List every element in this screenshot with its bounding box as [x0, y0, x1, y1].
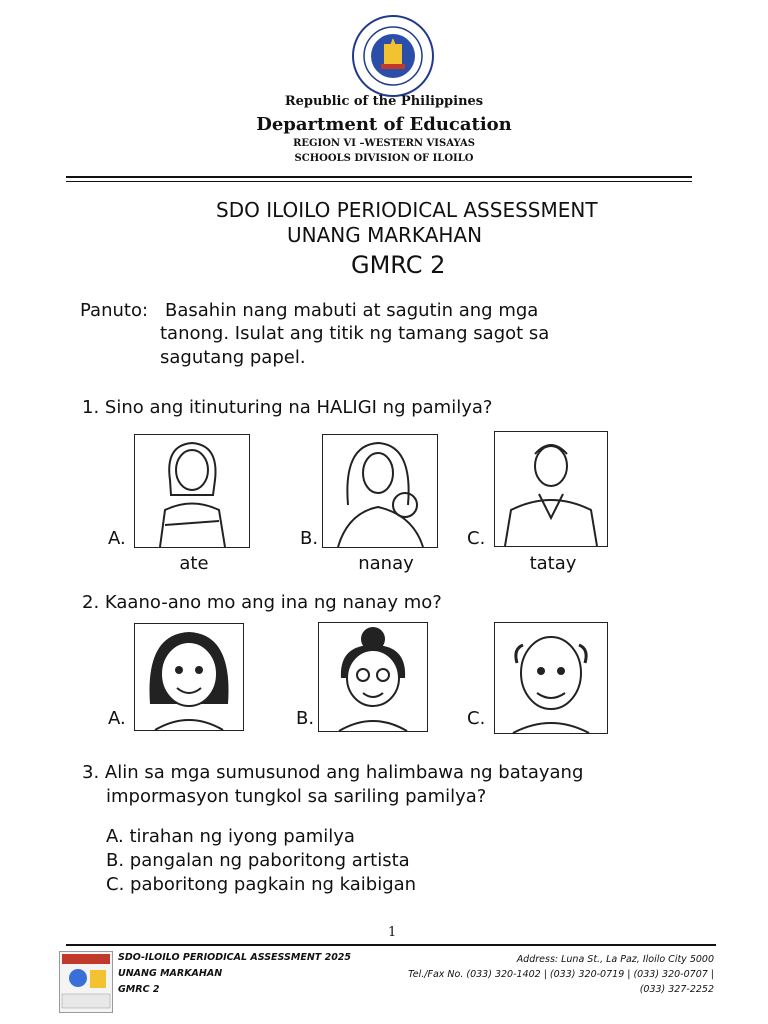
footer-address: Address: Luna St., La Paz, Iloilo City 5000: [516, 954, 714, 965]
question-2: 2. Kaano-ano mo ang ina ng nanay mo?: [82, 592, 442, 613]
girl-image-icon: [134, 434, 250, 548]
republic-line: Republic of the Philippines: [284, 94, 484, 109]
q1-option-b-caption: nanay: [358, 553, 414, 574]
header-divider: [66, 176, 692, 178]
instructions-line-1: Basahin nang mabuti at sagutin ang mga: [165, 300, 539, 321]
instructions-line-3: sagutang papel.: [160, 347, 306, 368]
q1-option-a-letter: A.: [108, 528, 126, 549]
division-line: SCHOOLS DIVISION OF ILOILO: [294, 153, 474, 164]
instructions-line-2: tanong. Isulat ang titik ng tamang sagot sa: [160, 323, 550, 344]
footer-telephone-1: Tel./Fax No. (033) 320-1402 | (033) 320-0719 | (033) 320-0707 |: [408, 969, 714, 980]
q3-choice-a: A. tirahan ng iyong pamilya: [106, 826, 355, 847]
department-name: Department of Education: [256, 114, 512, 135]
instructions-label: Panuto:: [80, 300, 149, 321]
region-line: REGION VI –WESTERN VISAYAS: [293, 138, 475, 149]
q1-option-c-letter: C.: [467, 528, 486, 549]
q3-choice-c: C. paboritong pagkain ng kaibigan: [106, 874, 417, 895]
q2-option-b-letter: B.: [296, 708, 315, 729]
sister-face-image-icon: [134, 623, 244, 731]
mother-with-baby-image-icon: [322, 434, 438, 548]
footer-assessment-line: SDO-ILOILO PERIODICAL ASSESSMENT 2025: [118, 952, 352, 963]
q1-option-c-caption: tatay: [529, 553, 577, 574]
header-divider-thin: [66, 181, 692, 182]
footer-telephone-2: (033) 327-2252: [639, 984, 714, 995]
q3-choice-b: B. pangalan ng paboritong artista: [106, 850, 410, 871]
footer-subject-line: GMRC 2: [118, 984, 160, 995]
footer-divider: [66, 944, 716, 946]
grandmother-face-image-icon: [318, 622, 428, 732]
q2-option-c-letter: C.: [467, 708, 486, 729]
grandfather-face-image-icon: [494, 622, 608, 734]
subject-title: GMRC 2: [351, 251, 446, 279]
q1-option-b-letter: B.: [300, 528, 319, 549]
q2-option-a-letter: A.: [108, 708, 126, 729]
deped-seal-icon: [351, 14, 435, 98]
question-3-line-1: 3. Alin sa mga sumusunod ang halimbawa ng batayang: [82, 762, 584, 783]
page-number: 1: [388, 925, 397, 940]
father-image-icon: [494, 431, 608, 547]
q1-option-a-caption: ate: [179, 553, 209, 574]
quarter-title: UNANG MARKAHAN: [287, 223, 483, 247]
question-1: 1. Sino ang itinuturing na HALIGI ng pamilya?: [82, 397, 493, 418]
assessment-title: SDO ILOILO PERIODICAL ASSESSMENT: [216, 198, 598, 222]
question-3-line-2: impormasyon tungkol sa sariling pamilya?: [106, 786, 487, 807]
sdo-iloilo-logo-icon: [59, 951, 113, 1013]
footer-quarter-line: UNANG MARKAHAN: [118, 968, 223, 979]
